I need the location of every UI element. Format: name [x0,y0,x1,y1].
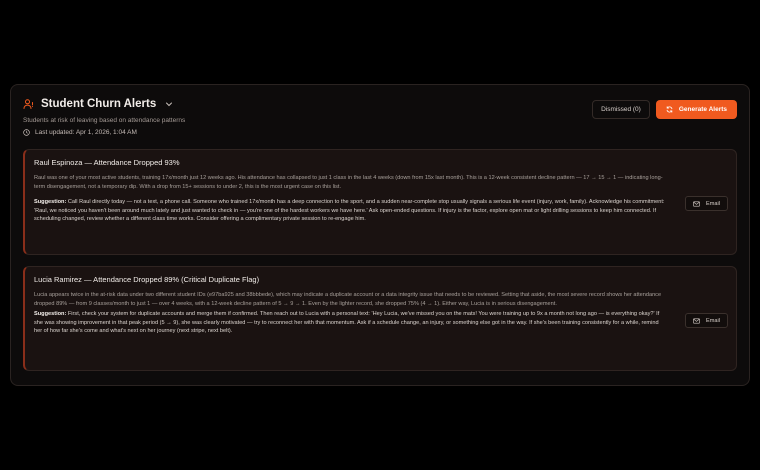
alert-content [34,275,666,336]
alert-content [34,158,666,224]
email-button[interactable] [685,313,728,328]
page-title: Student Churn Alerts [41,98,157,110]
suggestion-text: First, check your system for duplicate accounts and merge them if confirmed. Then reach out to Lucia with a personal text: 'Hey Lucia, we've missed you on the mats! You were training up to 9x a month not long ago — is everything okay?' If she was showing improvement in that peak period (5 → 9), she was clearly motivated — try to reconnect her with that momentum. Ask if a schedule change, an injury, or something else got in the way. If she's been training consistently for a while, remind her of how far she's come and what's next on her journey (next stripe, next belt). [34,311,660,335]
email-label: Email [706,317,720,324]
header-actions [592,100,737,119]
mail-icon [693,201,700,207]
alert-card [23,266,737,371]
alert-suggestion [34,198,666,224]
generate-alerts-label: Generate Alerts [678,106,727,113]
email-label: Email [706,200,720,207]
alert-description: Lucia appears twice in the at-risk data under two different student IDs (e97ba925 and 38bbbede), which may indicate a duplicate account or a data integrity issue that needs to be reviewed. Setting that aside, the most severe record shows her attendance dropped 89% — from 9 classes/month to just 1 — over 4 weeks, with a 12-week decline pattern of 5 → 9 → 1. Even by the lighter record, she dropped 75% (4 → 1). Either way, Lucia is in serious disengagement. [34,292,662,307]
page-subtitle: Students at risk of leaving based on attendance patterns [23,117,186,124]
mail-icon [693,318,700,324]
last-updated-row [23,129,737,136]
generate-alerts-button[interactable] [656,100,737,119]
last-updated-text: Last updated: Apr 1, 2026, 1:04 AM [35,129,137,136]
chevron-down-icon[interactable] [164,99,174,109]
alert-title: Lucia Ramirez — Attendance Dropped 89% (Critical Duplicate Flag) [34,275,260,284]
refresh-icon [666,106,673,113]
suggestion-text: Call Raul directly today — not a text, a phone call. Someone who trained 17x/month has a deep connection to the sport, and a sudden near-complete stop usually signals a serious life event (injury, work, family). Acknowledge his commitment: 'Raul, we noticed you haven't been around much lately and just wanted to check in — you're one of the hardest workers we have here.' Ask open-ended questions. If injury is the factor, explore open mat or light drilling sessions to keep him connected. If scheduling changed, review whether a different class time works. Consider offering a complimentary private session to re-engage him. [34,199,665,223]
alert-card [23,149,737,255]
alert-title: Raul Espinoza — Attendance Dropped 93% [34,158,180,167]
suggestion-label: Suggestion: [34,199,67,206]
clock-icon [23,129,30,136]
users-alert-icon [23,98,35,110]
suggestion-label: Suggestion: [34,311,67,318]
churn-alerts-panel [10,84,750,386]
email-button[interactable] [685,196,728,211]
dismissed-button[interactable]: Dismissed (0) [592,100,650,119]
alert-suggestion [34,310,666,336]
alert-description: Raul was one of your most active students, training 17x/month just 12 weeks ago. His attendance has collapsed to just 1 class in the last 4 weeks (down from 15x last month). This is a 12-week consistent decline pattern — 17 → 15 → 1 — indicating long-term disengagement, not a temporary dip. With a drop from 15+ sessions to under 2, this is the most urgent case on this list. [34,175,663,190]
